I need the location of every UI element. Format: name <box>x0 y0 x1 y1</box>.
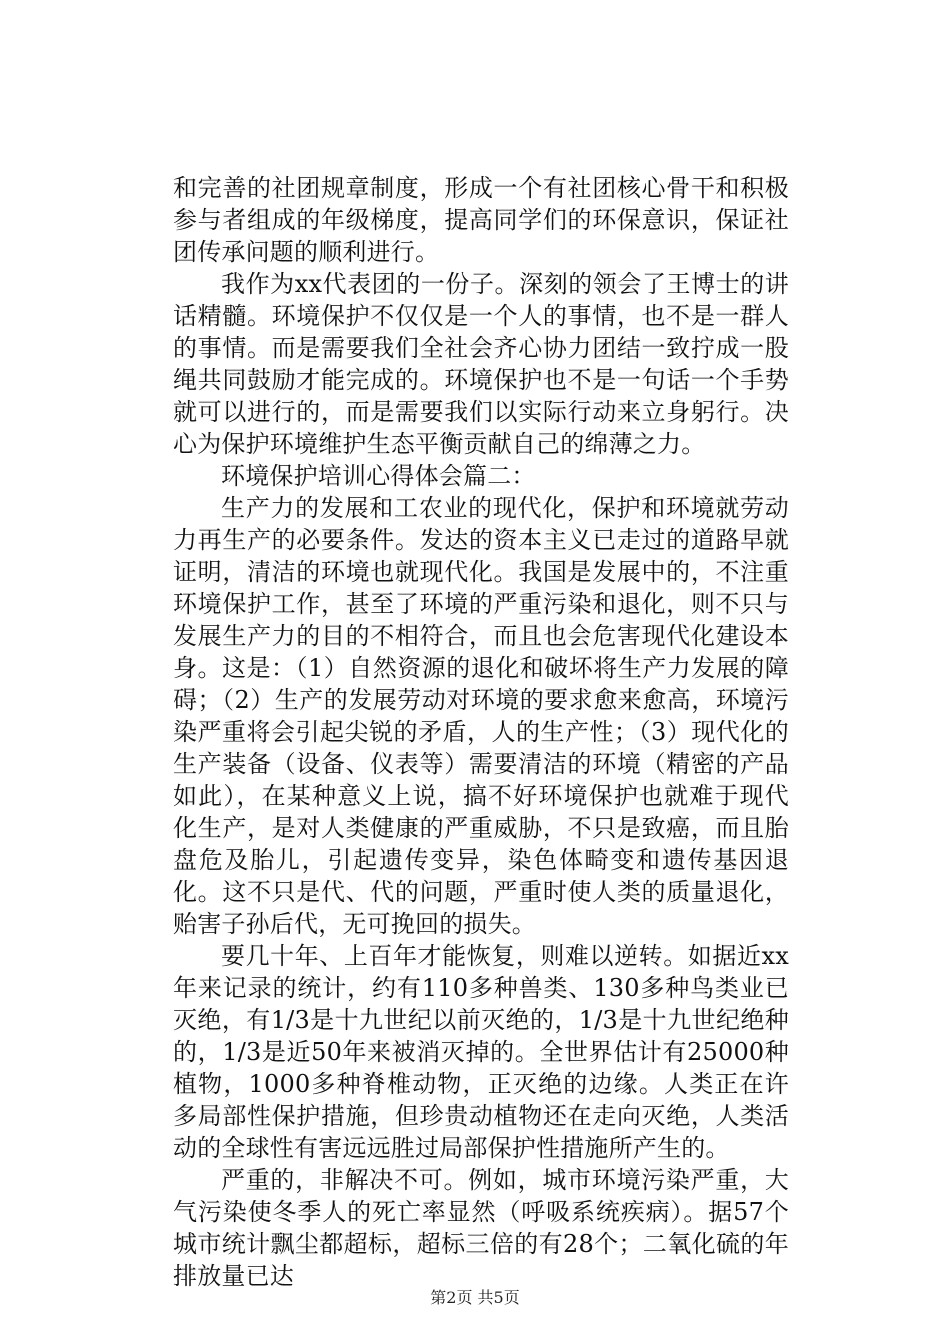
paragraph-5: 严重的，非解决不可。例如，城市环境污染严重，大气污染使冬季人的死亡率显然（呼吸系统疾病）。据57个城市统计飘尘都超标，超标三倍的有28个；二氧化硫的年排放量已达 <box>173 1166 789 1290</box>
paragraph-2: 我作为xx代表团的一份子。深刻的领会了王博士的讲话精髓。环境保护不仅仅是一个人的事情，也不是一群人的事情。而是需要我们全社会齐心协力团结一致拧成一股绳共同鼓励才能完成的。环境保护也不是一句话一个手势就可以进行的，而是需要我们以实际行动来立身躬行。决心为保护环境维护生态平衡贡献自己的绵薄之力。 <box>173 270 789 458</box>
document-body <box>173 172 789 1292</box>
paragraph-3: 生产力的发展和工农业的现代化，保护和环境就劳动力再生产的必要条件。发达的资本主义已走过的道路早就证明，清洁的环境也就现代化。我国是发展中的，不注重环境保护工作，甚至了环境的严重污染和退化，则不只与发展生产力的目的不相符合，而且也会危害现代化建设本身。这是：（1）自然资源的退化和破坏将生产力发展的障碍；（2）生产的发展劳动对环境的要求愈来愈高，环境污染严重将会引起尖锐的矛盾，人的生产性；（3）现代化的生产装备（设备、仪表等）需要清洁的环境（精密的产品如此），在某种意义上说，搞不好环境保护也就难于现代化生产，是对人类健康的严重威胁，不只是致癌，而且胎盘危及胎儿，引起遗传变异，染色体畸变和遗传基因退化。这不只是代、代的问题，严重时使人类的质量退化，贻害子孙后代，无可挽回的损失。 <box>173 494 789 938</box>
paragraph-4: 要几十年、上百年才能恢复，则难以逆转。如据近xx年来记录的统计，约有110多种兽类、130多种鸟类业已灭绝，有1/3是十九世纪以前灭绝的，1/3是十九世纪绝种的，1/3是近50年来被消灭掉的。全世界估计有25000种植物，1000多种脊椎动物，正灭绝的边缘。人类正在许多局部性保护措施，但珍贵动植物还在走向灭绝，人类活动的全球性有害远远胜过局部保护性措施所产生的。 <box>173 942 789 1162</box>
paragraph-1: 和完善的社团规章制度，形成一个有社团核心骨干和积极参与者组成的年级梯度，提高同学们的环保意识，保证社团传承问题的顺利进行。 <box>173 174 789 266</box>
section-heading: 环境保护培训心得体会篇二： <box>221 462 536 490</box>
page-number-footer: 第2页 共5页 <box>430 1288 520 1307</box>
